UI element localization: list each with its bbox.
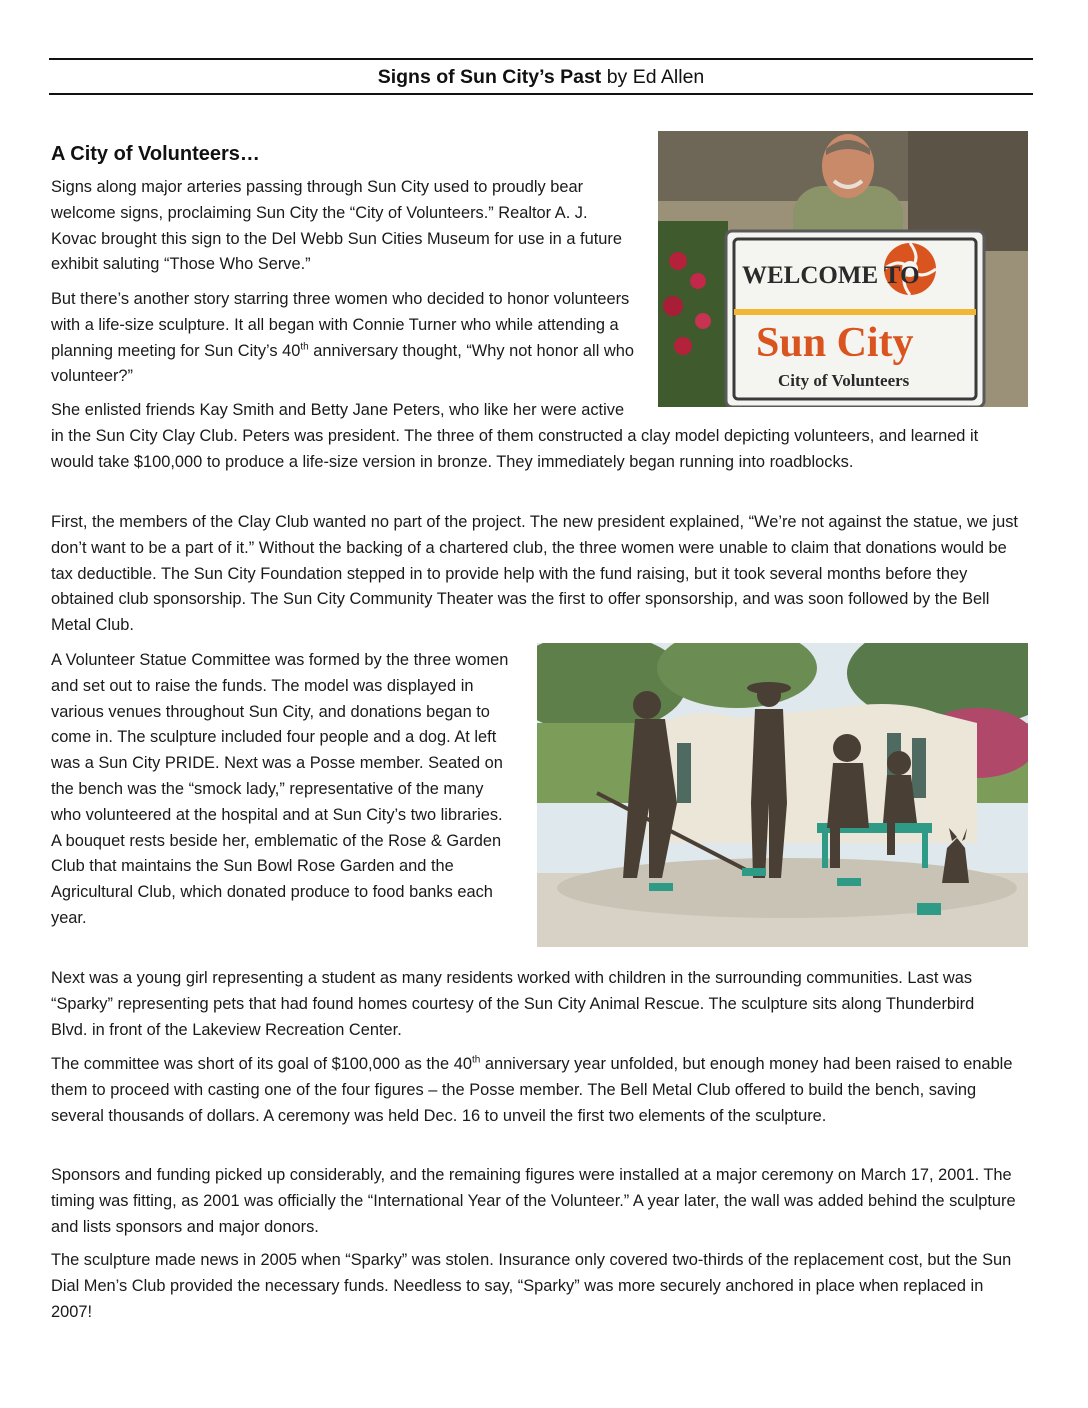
paragraph-8: Sponsors and funding picked up considerably, and the remaining figures were installed at a major ceremony on March 17, 2001. The timing was fitting, as 2001 was officially the “International Year of the Volunteer.” A year later, the wall was added behind the sculpture and lists sponsors and major donors. <box>51 1166 1016 1236</box>
paragraph-6: Next was a young girl representing a student as many residents worked with children in the surrounding communities. Last was “Sparky” representing pets that had found homes courtesy of the Sun City Animal Rescue. The sculpture sits along Thunderbird Blvd. in front of the Lakeview Recreation Center. <box>51 969 975 1039</box>
paragraph-7-text-b: anniversary year unfolded, but enough money had been raised to enable them to proceed with casting one of the four figures – the Posse member. The Bell Metal Club offered to build the bench, saving several thousands of dollars. A ceremony was held Dec. 16 to unveil the first two elements of the sculpture. <box>51 1055 1013 1125</box>
paragraph-1: Signs along major arteries passing through Sun City used to proudly bear welcome signs, proclaiming Sun City the “City of Volunteers.” Realtor A. J. Kovac brought this sign to the Del Webb Sun Cities Museum for use in a future exhibit saluting “Those Who Serve.” <box>51 178 622 274</box>
ordinal-suffix: th <box>300 341 309 353</box>
header-bottom-rule <box>49 93 1033 95</box>
paragraph-2-text-b: anniversary thought, “Why not honor all who volunteer?” <box>51 341 634 386</box>
page-header <box>49 63 1033 91</box>
paragraph-4: First, the members of the Clay Club wanted no part of the project. The new president explained, “We’re not against the statue, we just don’t want to be a part of it.” Without the backing of a chartered club, the three women were unable to claim that donations would be tax deductible. The Sun City Foundation stepped in to provide help with the fund raising, but it took several months before they obtained club sponsorship. The Sun City Community Theater was the first to offer sponsorship, and was soon followed by the Bell Metal Club. <box>51 513 1018 635</box>
header-byline: by Ed Allen <box>601 66 705 88</box>
paragraph-7-text-a: The committee was short of its goal of $100,000 as the 40 <box>51 1055 472 1073</box>
image-wrap-spacer <box>631 398 1023 408</box>
header-title: Signs of Sun City’s Past <box>377 66 602 88</box>
paragraph-2 <box>51 287 637 390</box>
paragraph-3 <box>51 398 1023 475</box>
header-top-rule <box>49 58 1033 60</box>
paragraph-9: The sculpture made news in 2005 when “Sparky” was stolen. Insurance only covered two-thirds of the replacement cost, but the Sun Dial Men’s Club provided the necessary funds. Needless to say, “Sparky” was more securely anchored in place when replaced in 2007! <box>51 1251 1012 1321</box>
paragraph-7 <box>51 1052 1023 1129</box>
welcome-sign-photo <box>658 131 1028 407</box>
ordinal-suffix: th <box>471 1054 481 1066</box>
paragraph-2-text-a: But there’s another story starring three women who decided to honor volunteers with a life-size sculpture. It all began with Connie Turner who while attending a planning meeting for Sun City’s 40 <box>51 290 630 360</box>
sign-suncity-text: Sun City <box>756 320 914 366</box>
volunteer-sculpture-photo <box>537 643 1028 947</box>
paragraph-3-text: She enlisted friends Kay Smith and Betty Jane Peters, who like her were active in the Sun City Clay Club. Peters was president. The three of them constructed a clay model depicting volunteers, and learned it would take $100,000 to produce a life-size version in bronze. They immediately began running into roadblocks. <box>51 401 979 471</box>
sign-volunteers-text: City of Volunteers <box>778 371 910 390</box>
section-heading: A City of Volunteers… <box>51 143 260 165</box>
paragraph-5: A Volunteer Statue Committee was formed by the three women and set out to raise the funds. The model was displayed in various venues throughout Sun City, and donations began to come in. The sculpture included four people and a dog. At left was a Sun City PRIDE. Next was a Posse member. Seated on the bench was the “smock lady,” representative of the many who volunteered at the hospital and at Sun City’s two libraries. A bouquet rests beside her, emblematic of the Rose & Garden Club that maintains the Sun Bowl Rose Garden and the Agricultural Club, which donated produce to food banks each year. <box>51 651 509 927</box>
sign-welcome-text: WELCOME TO <box>742 262 920 289</box>
